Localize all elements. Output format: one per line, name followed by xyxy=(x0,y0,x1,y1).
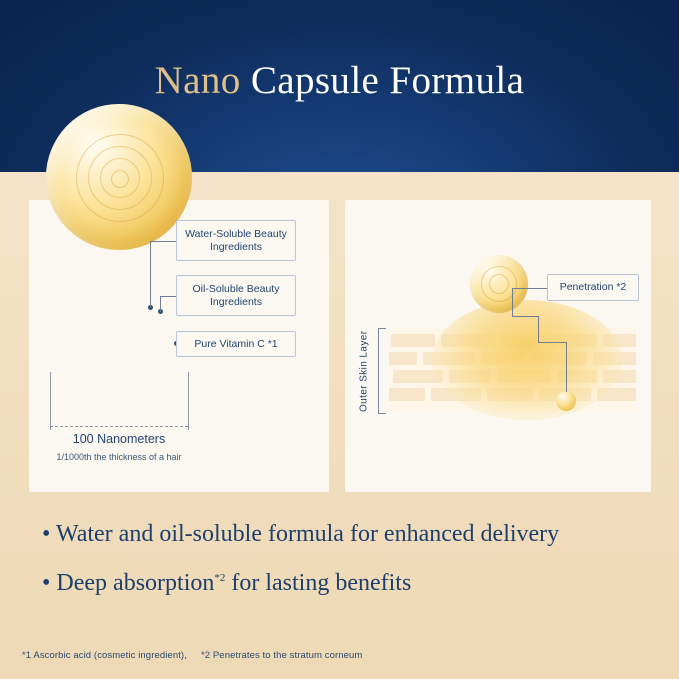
footnote-2: *2 Penetrates to the stratum corneum xyxy=(200,650,363,661)
capsule-bubble-small xyxy=(556,391,576,411)
dimension-tick-right xyxy=(188,372,189,430)
skin-layer-bricks xyxy=(389,328,636,412)
penetration-leader-5 xyxy=(538,342,566,343)
callout-oil-soluble: Oil-Soluble Beauty Ingredients xyxy=(176,275,296,316)
page-title-accent: Nano xyxy=(154,59,241,102)
nano-capsule-droplet xyxy=(46,104,192,250)
droplet-ring xyxy=(111,170,129,188)
leader-line-oil-vertical xyxy=(160,296,161,312)
skin-layer-label: Outer Skin Layer xyxy=(358,330,370,412)
penetration-leader-6 xyxy=(566,342,567,392)
penetration-leader-4 xyxy=(538,316,539,342)
penetration-leader-3 xyxy=(512,316,538,317)
list-item xyxy=(42,512,642,556)
footnotes xyxy=(22,650,376,661)
capsule-bubble-large xyxy=(470,255,528,313)
dimension-line xyxy=(50,426,188,427)
penetration-leader-1 xyxy=(512,288,547,289)
callout-water-soluble: Water-Soluble Beauty Ingredients xyxy=(176,220,296,261)
leader-line-water-horizontal xyxy=(150,241,176,242)
benefits-list xyxy=(42,512,642,605)
dimension-sublabel: 1/1000th the thickness of a hair xyxy=(56,452,182,462)
bullet-text-1: • Water and oil-soluble formula for enhanced delivery xyxy=(42,521,560,547)
page-title-rest: Capsule Formula xyxy=(240,59,525,102)
skin-layer-bracket xyxy=(378,328,386,414)
callout-pure-vitamin-c: Pure Vitamin C *1 xyxy=(176,331,296,357)
callout-penetration: Penetration *2 xyxy=(547,274,639,301)
bullet-text-2: • Deep absorption xyxy=(42,570,215,596)
penetration-leader-2 xyxy=(512,288,513,316)
leader-line-oil-horizontal xyxy=(160,296,176,297)
footnote-1: *1 Ascorbic acid (cosmetic ingredient), xyxy=(22,650,187,661)
bubble-ring xyxy=(489,274,509,294)
dimension-label: 100 Nanometers xyxy=(72,432,166,446)
dimension-tick-left xyxy=(50,372,51,430)
page-title xyxy=(0,58,679,103)
bullet-text-2-tail: for lasting benefits xyxy=(225,570,412,596)
bullet-text-2-sup: *2 xyxy=(214,572,226,584)
leader-line-water-vertical xyxy=(150,241,151,307)
list-item xyxy=(42,556,642,605)
